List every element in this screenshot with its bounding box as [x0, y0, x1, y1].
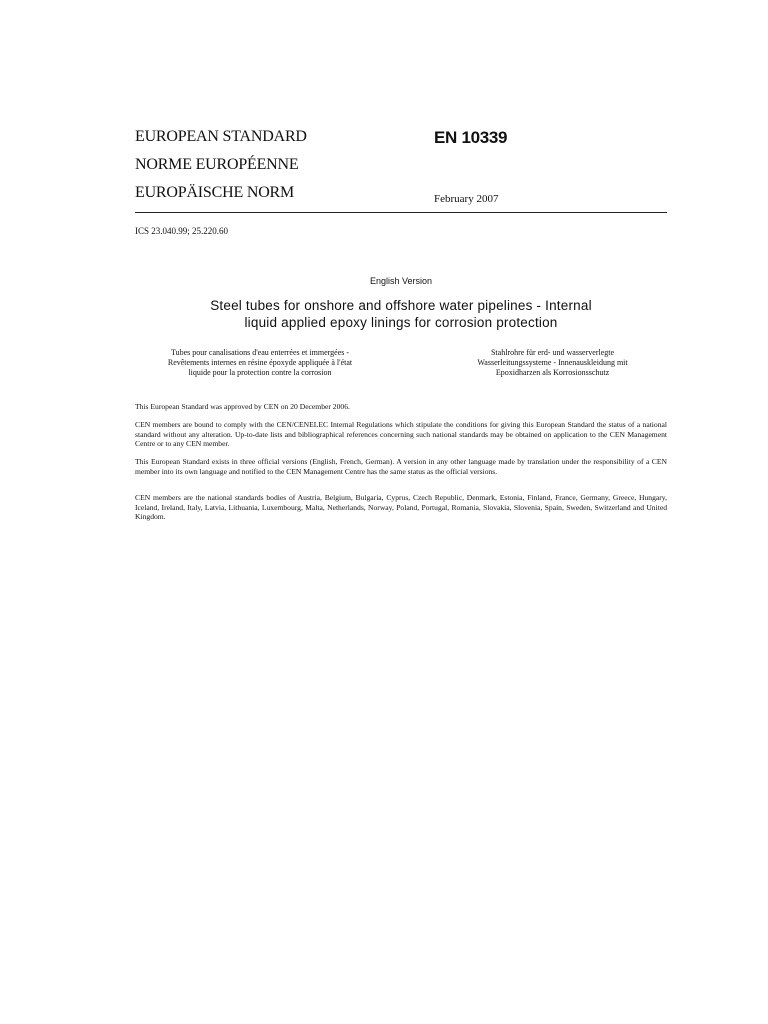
document-title-line-1: Steel tubes for onshore and offshore water pipelines - Internal — [210, 298, 592, 313]
standard-number: EN 10339 — [434, 128, 508, 147]
members-paragraph: CEN members are bound to comply with the CEN/CENELEC Internal Regulations which stipulate the conditions for giving this European Standard the status of a national standard without any alteration. Up-to-date lists and bibliographical references concerning such national standards may be obtained on application to the CEN Management Centre or to any CEN member. — [135, 420, 667, 448]
standard-name-english: EUROPEAN STANDARD — [135, 128, 307, 145]
national-bodies-paragraph: CEN members are the national standards bodies of Austria, Belgium, Bulgaria, Cyprus, Czech Republic, Denmark, Estonia, Finland, France, Germany, Greece, Hungary, Iceland, Ireland, Italy, Latvia, Lithuania, Luxembourg, Malta, Netherlands, Norway, Poland, Portugal, Romania, Slovakia, Slovenia, Spain, Sweden, Switzerland and United Kingdom. — [135, 493, 667, 521]
document-title-line-2: liquid applied epoxy linings for corrosion protection — [244, 315, 558, 330]
ics-code: ICS 23.040.99; 25.220.60 — [135, 226, 229, 236]
standard-name-german: EUROPÄISCHE NORM — [135, 184, 295, 201]
approval-paragraph: This European Standard was approved by CEN on 20 December 2006. — [135, 402, 350, 411]
version-label: English Version — [369, 276, 433, 286]
document-title — [135, 297, 667, 331]
standard-name-french: NORME EUROPÉENNE — [135, 156, 299, 173]
publication-date: February 2007 — [434, 193, 499, 205]
header-divider — [135, 212, 667, 213]
title-german: Stahlrohre für erd- und wasserverlegte Wasserleitungssysteme - Innenauskleidung mit Epoxidharzen als Korrosionsschutz — [477, 348, 628, 377]
title-french: Tubes pour canalisations d'eau enterrées et immergées - Revêtements internes en résine époxyde appliquée à l'état liquide pour la protection contre la corrosion — [167, 348, 353, 377]
versions-paragraph: This European Standard exists in three official versions (English, French, German). A version in any other language made by translation under the responsibility of a CEN member into its own language and notified to the CEN Management Centre has the same status as the official versions. — [135, 457, 667, 476]
